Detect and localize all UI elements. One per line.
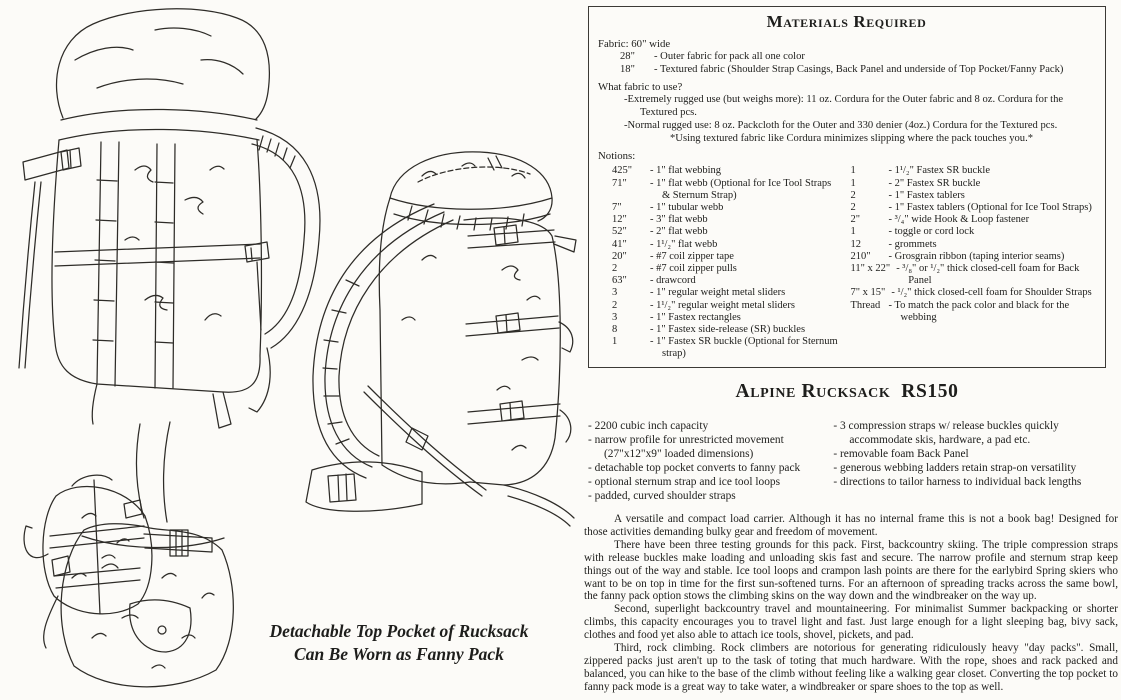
notion-item xyxy=(612,300,841,312)
notions-columns xyxy=(598,165,1095,360)
feature-item: - narrow profile for unrestricted movement (27"x12"x9" loaded dimensions) xyxy=(588,434,784,460)
notion-item xyxy=(851,239,1096,251)
notion-item xyxy=(851,263,1096,287)
fabric-item xyxy=(598,51,1095,64)
notion-desc: - 1" Fastex tablers (Optional for Ice Tool Straps) xyxy=(888,201,1092,213)
notion-item xyxy=(612,239,841,251)
notions-heading: Notions: xyxy=(598,150,636,163)
notion-desc: - 1¹/₂" Fastex SR buckle xyxy=(888,165,991,177)
notion-item xyxy=(851,190,1096,202)
notion-desc: - 2" flat webb xyxy=(650,226,708,238)
notion-qty: 20" xyxy=(612,250,627,262)
notion-desc: - 1" Fastex rectangles xyxy=(650,311,741,323)
notion-desc: - toggle or cord lock xyxy=(888,226,975,238)
notion-qty: 1 xyxy=(850,226,856,238)
notion-item xyxy=(612,287,841,299)
notion-desc: - 2" Fastex SR buckle xyxy=(888,177,981,189)
notion-qty: 63" xyxy=(612,275,627,287)
notion-qty: 8 xyxy=(612,324,618,336)
fabric-use-lines xyxy=(598,94,1095,132)
notion-item xyxy=(851,300,1096,324)
fabric-item-desc: - Textured fabric (Shoulder Strap Casings, Back Panel and underside of Top Pocket/Fanny Pack) xyxy=(654,63,1064,75)
fabric-use-line: -Normal rugged use: 8 oz. Packcloth for the Outer and 330 denier (4oz.) Cordura for the Textured pcs. xyxy=(624,119,1058,131)
notion-desc: - ³/₈" or ¹/₂" thick closed-cell foam for Back Panel xyxy=(896,263,1080,287)
description-paragraph: Third, rock climbing. Rock climbers are notorious for generating ridiculously heavy "day packs". Small, zippered packs just aren't up to the task of toting that much hardware. With the rope, shoes and rack packed and balanced, you can hike to the base of the climb without feeling like a walking gear closet. Converting the top pocket to fanny pack mode is a great way to take water, a windbreaker or spare shoes to the top as well. xyxy=(584,642,1118,693)
notion-qty: 71" xyxy=(612,177,627,189)
notion-desc: - 1" regular weight metal sliders xyxy=(650,287,786,299)
notion-item xyxy=(851,251,1096,263)
notion-qty: 1 xyxy=(850,177,856,189)
feature-item: - generous webbing ladders retain strap-on versatility xyxy=(833,462,1077,474)
feature-item: - directions to tailor harness to individual back lengths xyxy=(833,476,1082,488)
notion-desc: - drawcord xyxy=(650,275,696,287)
notion-qty: 1 xyxy=(612,336,618,348)
feature-item: - optional sternum strap and ice tool loops xyxy=(588,476,781,488)
notion-desc: - Grosgrain ribbon (taping interior seams) xyxy=(888,250,1065,262)
notion-item xyxy=(851,226,1096,238)
fabric-use-line: -Extremely rugged use (but weighs more): 11 oz. Cordura for the Outer fabric and 8 oz. Cordura for the Textured pcs. xyxy=(624,94,1064,118)
notion-desc: - 1" Fastex SR buckle (Optional for Sternum strap) xyxy=(650,336,838,360)
notion-desc: - To match the pack color and black for the webbing xyxy=(888,299,1070,323)
feature-list xyxy=(588,419,1110,503)
fabric-item-desc: - Outer fabric for pack all one color xyxy=(654,51,805,62)
notion-qty: 41" xyxy=(612,238,627,250)
description-paragraphs xyxy=(584,513,1118,694)
notion-desc: - #7 coil zipper pulls xyxy=(650,263,737,274)
notion-item xyxy=(612,324,841,336)
notion-desc: - grommets xyxy=(888,238,937,250)
notion-item xyxy=(612,275,841,287)
feature-item: - 2200 cubic inch capacity xyxy=(588,420,709,432)
notion-desc: - 1" tubular webb xyxy=(650,201,724,213)
notion-item xyxy=(612,263,841,275)
caption-line-1: Detachable Top Pocket of Rucksack xyxy=(269,621,529,641)
description-paragraph: A versatile and compact load carrier. Although it has no internal frame this is not a book bag! Designed for those activities demanding bulky gear and freedom of movement. xyxy=(584,513,1118,538)
notion-qty: 2 xyxy=(612,299,618,311)
notion-desc: - 1" flat webb (Optional for Ice Tool Straps & Sternum Strap) xyxy=(650,177,832,201)
materials-title: Materials Required xyxy=(766,12,927,31)
notion-qty: 52" xyxy=(612,226,627,238)
notion-qty: 425" xyxy=(612,165,633,177)
notion-item xyxy=(612,214,841,226)
notion-qty: 2 xyxy=(612,263,618,274)
notion-item xyxy=(612,178,841,202)
notion-desc: - 1" Fastex side-release (SR) buckles xyxy=(650,324,806,336)
features-right-column xyxy=(833,419,1110,503)
notion-item xyxy=(851,178,1096,190)
notion-item xyxy=(612,336,841,360)
fabric-item-qty: 28" xyxy=(620,51,635,62)
notion-item xyxy=(851,165,1096,177)
fabric-item xyxy=(598,64,1095,77)
notion-desc: - 1¹/₂" flat webb xyxy=(650,238,718,250)
feature-item: - padded, curved shoulder straps xyxy=(588,490,736,502)
notion-item xyxy=(612,202,841,214)
fabric-heading: Fabric: 60" wide xyxy=(598,38,671,50)
illustration-caption xyxy=(232,620,566,666)
notion-qty: 12 xyxy=(850,238,861,250)
notions-left-column xyxy=(598,165,847,360)
notion-desc: - ¹/₂" thick closed-cell foam for Shoulder Straps xyxy=(891,287,1092,299)
notion-item xyxy=(612,251,841,263)
notion-desc: - 1¹/₂" regular weight metal sliders xyxy=(650,299,795,311)
feature-item: - detachable top pocket converts to fanny pack xyxy=(588,462,801,474)
notion-qty: 1 xyxy=(850,165,856,177)
feature-item: - 3 compression straps w/ release buckles quickly accommodate skis, hardware, a pad etc. xyxy=(833,420,1059,446)
notion-qty: 3 xyxy=(612,311,618,323)
rucksack-side-illustration xyxy=(272,140,584,540)
features-left-column xyxy=(588,419,833,503)
caption-line-2: Can Be Worn as Fanny Pack xyxy=(294,644,504,664)
product-title: Alpine Rucksack RS150 xyxy=(735,381,959,402)
notion-item xyxy=(612,165,841,177)
notion-desc: - 1" Fastex tablers xyxy=(888,189,965,201)
notion-item xyxy=(612,226,841,238)
notion-qty: 3 xyxy=(612,287,618,299)
notion-qty: 2 xyxy=(850,201,856,213)
notions-right-column xyxy=(847,165,1096,360)
fabric-use-heading: What fabric to use? xyxy=(598,81,683,94)
notion-qty: 2" xyxy=(850,214,861,226)
notion-desc: - #7 coil zipper tape xyxy=(650,250,734,262)
notion-item xyxy=(851,202,1096,214)
notion-qty: 12" xyxy=(612,214,627,226)
notion-item xyxy=(612,312,841,324)
notion-qty: 210" xyxy=(850,250,871,262)
notion-qty: 11" x 22" xyxy=(850,263,891,274)
notion-desc: - ³/₄" wide Hook & Loop fastener xyxy=(888,214,1030,226)
description-paragraph: There have been three testing grounds for this pack. First, backcountry skiing. The triple compression straps with release buckles make loading and unloading skis fast and secure. The narrow profile and sternum strap keep things out of the way and stable. Ice tool loops and crampon lash points are there for the earlybird Spring skiers who want to be on top in time for the first sun-softened turns. For an afternoon of spreading tracks across the same bowl, the fanny pack option stows the climbing skins on the way down and the windbreaker on the way up. xyxy=(584,538,1118,603)
materials-required-box xyxy=(588,6,1106,368)
notion-item xyxy=(851,214,1096,226)
fabric-use-note: *Using textured fabric like Cordura minimizes slipping where the pack touches you.* xyxy=(670,132,1034,144)
feature-item: - removable foam Back Panel xyxy=(833,448,969,460)
notion-qty: 7" xyxy=(612,201,622,213)
notion-qty: Thread xyxy=(850,299,881,311)
fabric-item-qty: 18" xyxy=(620,63,635,75)
description-paragraph: Second, superlight backcountry travel and mountaineering. For minimalist Summer backpacking or shorter climbs, this capacity encourages you to travel light and fast. Just large enough for a light sleeping bag, bivy sack, clothes and food yet also able to attach ice tools, shovel, pickets, and pad. xyxy=(584,603,1118,642)
notion-desc: - 1" flat webbing xyxy=(650,165,722,177)
notion-item xyxy=(851,287,1096,299)
notion-desc: - 3" flat webb xyxy=(650,214,708,226)
notion-qty: 7" x 15" xyxy=(850,287,886,299)
fabric-items-list xyxy=(598,51,1095,76)
notion-qty: 2 xyxy=(850,189,856,201)
